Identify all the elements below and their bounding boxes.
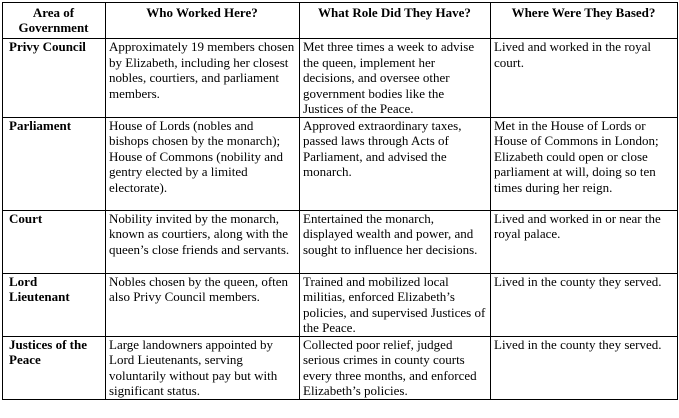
row-area-cell: Parliament — [3, 117, 106, 210]
row-who-cell: House of Lords (nobles and bishops chosen by the monarch); House of Commons (nobility and gentry elected by a limited electorate). — [106, 117, 300, 210]
row-who-cell: Approximately 19 members chosen by Elizabeth, including her closest nobles, courtiers, and parliament members. — [106, 39, 300, 118]
row-role-cell: Met three times a week to advise the queen, implement her decisions, and oversee other government bodies like the Justices of the Peace. — [300, 39, 491, 118]
row-based-cell: Lived and worked in or near the royal palace. — [491, 210, 678, 273]
row-area-cell: Justices of the Peace — [3, 336, 106, 399]
row-based-cell: Lived in the county they served. — [491, 336, 678, 399]
row-based-cell: Lived in the county they served. — [491, 273, 678, 336]
row-role-cell: Approved extraordinary taxes, passed laws through Acts of Parliament, and advised the monarch. — [300, 117, 491, 210]
row-area-cell: Court — [3, 210, 106, 273]
header-who: Who Worked Here? — [106, 3, 300, 39]
row-who-cell: Large landowners appointed by Lord Lieutenants, serving voluntarily without pay but with significant status. — [106, 336, 300, 399]
row-role-cell: Trained and mobilized local militias, enforced Elizabeth’s policies, and supervised Justices of the Peace. — [300, 273, 491, 336]
row-who-cell: Nobility invited by the monarch, known as courtiers, along with the queen’s close friends and servants. — [106, 210, 300, 273]
row-who-cell: Nobles chosen by the queen, often also Privy Council members. — [106, 273, 300, 336]
table-row — [3, 336, 678, 399]
header-based: Where Were They Based? — [491, 3, 678, 39]
header-role: What Role Did They Have? — [300, 3, 491, 39]
row-area-cell: Privy Council — [3, 39, 106, 118]
row-based-cell: Lived and worked in the royal court. — [491, 39, 678, 118]
table-row — [3, 210, 678, 273]
header-row — [3, 3, 678, 39]
header-area: Area of Government — [3, 3, 106, 39]
row-role-cell: Entertained the monarch, displayed wealth and power, and sought to influence her decisions. — [300, 210, 491, 273]
table-row — [3, 39, 678, 118]
government-table — [2, 2, 678, 400]
row-based-cell: Met in the House of Lords or House of Commons in London; Elizabeth could open or close parliament at will, doing so ten times during her reign. — [491, 117, 678, 210]
row-area-cell: Lord Lieutenant — [3, 273, 106, 336]
table-row — [3, 117, 678, 210]
row-role-cell: Collected poor relief, judged serious crimes in county courts every three months, and enforced Elizabeth’s policies. — [300, 336, 491, 399]
table-row — [3, 273, 678, 336]
